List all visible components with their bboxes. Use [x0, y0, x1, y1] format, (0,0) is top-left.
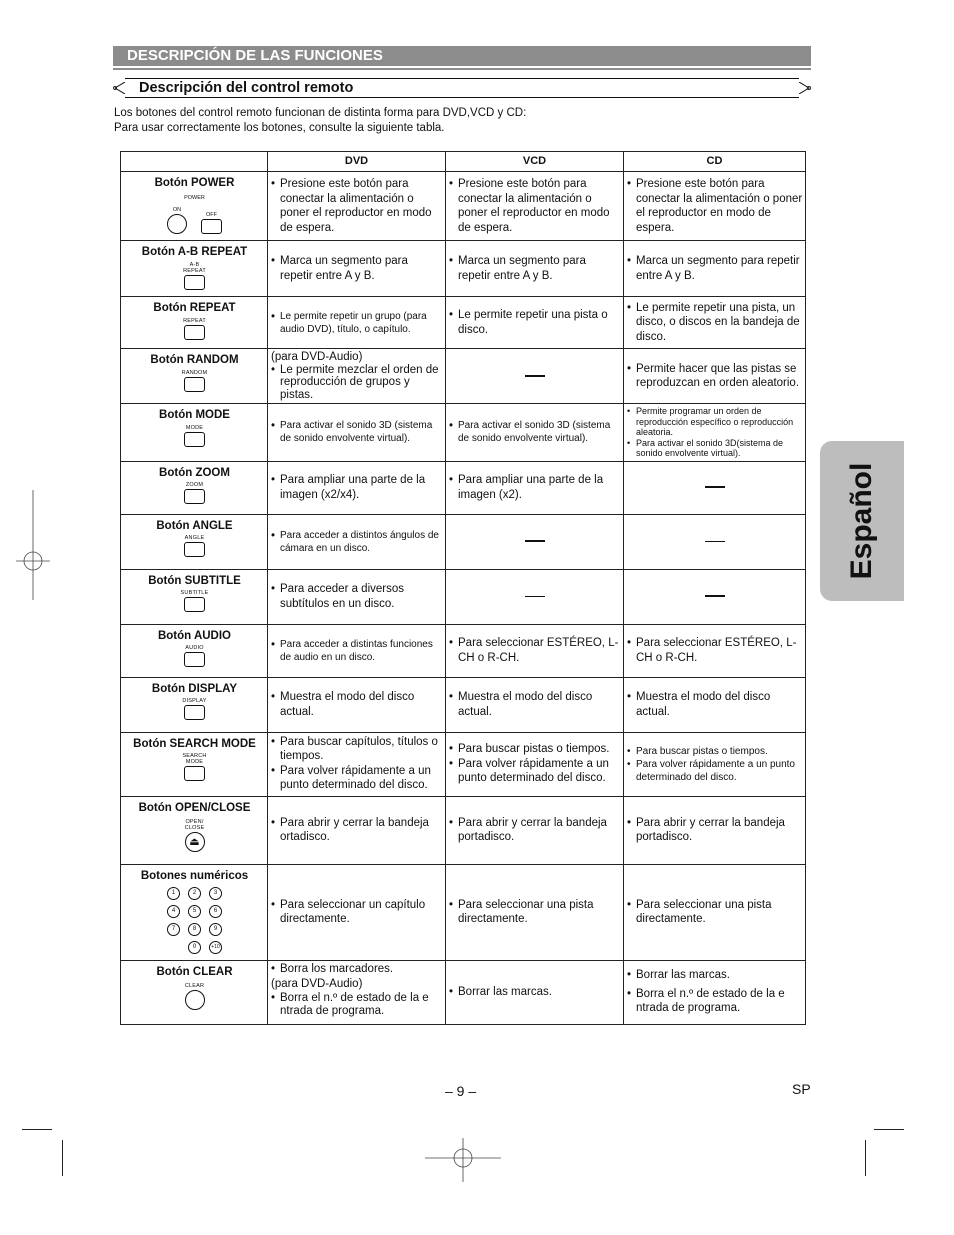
bullet-mark: •: [271, 310, 276, 323]
icon-caption: ZOOM: [185, 482, 204, 488]
icon-caption: SEARCH: [182, 753, 207, 759]
vcd-cell-empty: [446, 514, 624, 569]
header-cd: CD: [624, 152, 806, 172]
key-3-icon: 3: [209, 887, 222, 900]
bullet-mark: •: [627, 437, 631, 448]
bullet-mark: •: [449, 309, 454, 321]
intro-line: Para usar correctamente los botones, consulte la siguiente tabla.: [114, 122, 445, 134]
power-buttons: [167, 207, 222, 239]
dvd-cell: [268, 297, 446, 349]
language-code: SP: [792, 1081, 811, 1097]
section-title: DESCRIPCIÓN DE LAS FUNCIONES: [113, 46, 811, 66]
cd-cell: [624, 241, 806, 297]
vcd-text: Para seleccionar una pista directamente.: [458, 898, 594, 925]
header-cell: [121, 152, 268, 172]
button-name: Botón OPEN/CLOSE: [138, 801, 251, 814]
dvd-text: Para activar el sonido 3D (sistema de sonido envolvente virtual).: [280, 420, 433, 445]
crop-mark: [865, 1140, 866, 1176]
vcd-cell: [446, 864, 624, 960]
power-off-group: [201, 212, 222, 239]
clear-button-icon: [185, 990, 205, 1010]
button-name: Botón ANGLE: [156, 519, 233, 532]
bullet-mark: •: [449, 178, 454, 190]
vcd-text: Para ampliar una parte de la imagen (x2).: [458, 474, 604, 501]
dvd-cell: [268, 732, 446, 796]
cd-text: Para buscar pistas o tiempos.: [636, 745, 768, 757]
table-row: [121, 960, 806, 1024]
cd-text: Para seleccionar ESTÉREO, L-CH o R-CH.: [636, 637, 797, 664]
cd-cell: [624, 349, 806, 404]
button-name: Botón RANDOM: [150, 354, 239, 366]
vcd-cell: [446, 241, 624, 297]
button-cell: [121, 960, 268, 1024]
bullet-mark: •: [449, 816, 454, 829]
bullet-mark: •: [627, 987, 632, 1000]
vcd-cell: [446, 404, 624, 462]
cd-text: Para abrir y cerrar la bandeja portadisco.: [636, 816, 785, 843]
bullet-mark: •: [271, 363, 276, 376]
icon-caption: REPEAT: [183, 317, 206, 324]
subsection-header: [113, 78, 811, 98]
cd-text: Borra el n.º de estado de la e ntrada de programa.: [636, 987, 785, 1015]
table-row: [121, 461, 806, 514]
cd-cell-empty: [624, 514, 806, 569]
cd-cell: [624, 677, 806, 732]
display-button-icon: [184, 705, 205, 720]
icon-caption: ANGLE: [184, 535, 205, 541]
power-off-button-icon: [201, 219, 222, 234]
button-name: Botón A-B REPEAT: [141, 246, 248, 258]
arrow-end-left-icon: [113, 82, 125, 94]
dvd-cell: [268, 349, 446, 404]
cd-cell: [624, 864, 806, 960]
functions-table: [120, 151, 806, 1025]
dvd-note: (para DVD-Audio): [271, 978, 363, 990]
language-tab-label: Español: [845, 462, 878, 580]
vcd-text: Para buscar pistas o tiempos.: [458, 743, 610, 756]
dvd-text: Presione este botón para conectar la alimentación o poner el reproductor en modo de espera.: [280, 178, 432, 234]
bullet-mark: •: [449, 637, 454, 649]
dvd-text: Muestra el modo del disco actual.: [280, 691, 415, 718]
search-mode-button-icon: [184, 766, 205, 781]
bullet-mark: •: [449, 898, 454, 911]
dash-mark: [705, 595, 725, 597]
dvd-text: Para acceder a distintas funciones de audio en un disco.: [280, 638, 433, 663]
dvd-text: Para acceder a diversos subtítulos en un disco.: [280, 583, 405, 610]
button-cell: [121, 732, 268, 796]
eject-icon: ⏏: [185, 832, 205, 852]
icon-caption: SUBTITLE: [180, 590, 209, 596]
dvd-cell: [268, 796, 446, 864]
table-row: [121, 569, 806, 624]
button-cell: [121, 349, 268, 404]
header-dvd: DVD: [268, 152, 446, 172]
icon-caption: AUDIO: [185, 645, 204, 651]
dvd-text: Le permite mezclar el orden de reproducción de grupos y pistas.: [280, 363, 439, 401]
power-on-group: [167, 207, 187, 239]
vcd-text: Para activar el sonido 3D (sistema de sonido envolvente virtual).: [458, 420, 611, 445]
dvd-text: Marca un segmento para repetir entre A y B.: [280, 255, 408, 282]
dvd-cell: [268, 241, 446, 297]
cd-text: Marca un segmento para repetir entre A y B.: [636, 255, 800, 282]
bullet-mark: •: [271, 764, 276, 777]
dvd-text: Borra los marcadores.: [280, 962, 394, 975]
dvd-cell: [268, 864, 446, 960]
vcd-text: Le permite repetir una pista o disco.: [458, 309, 608, 336]
bullet-mark: •: [449, 985, 454, 998]
vcd-text: Presione este botón para conectar la alimentación o poner el reproductor en modo de espera.: [458, 178, 610, 234]
vcd-cell: [446, 461, 624, 514]
bullet-mark: •: [271, 583, 276, 595]
button-cell: [121, 514, 268, 569]
key-7-icon: 7: [167, 923, 180, 936]
vcd-text: Borrar las marcas.: [458, 985, 552, 998]
cd-text: Le permite repetir una pista, un disco, o discos en la bandeja de disco.: [636, 301, 800, 343]
button-cell: [121, 172, 268, 241]
intro-line: Los botones del control remoto funcionan de distinta forma para DVD,VCD y CD:: [114, 107, 527, 119]
button-cell: [121, 461, 268, 514]
bullet-mark: •: [627, 758, 631, 770]
bullet-mark: •: [449, 757, 454, 770]
vcd-text: Para seleccionar ESTÉREO, L-CH o R-CH.: [458, 637, 619, 664]
bullet-mark: •: [271, 898, 276, 911]
cd-cell: [624, 297, 806, 349]
icon-caption: MODE: [185, 424, 204, 431]
header-vcd: VCD: [446, 152, 624, 172]
cd-cell: [624, 172, 806, 241]
bullet-mark: •: [627, 255, 632, 267]
bullet-mark: •: [271, 816, 276, 829]
table-row: [121, 624, 806, 677]
zoom-button-icon: [184, 489, 205, 504]
bullet-mark: •: [271, 962, 276, 975]
dash-mark: [525, 596, 545, 597]
table-row: [121, 172, 806, 241]
subtitle-button-icon: [184, 597, 205, 612]
vcd-cell: [446, 677, 624, 732]
button-name: Botón SEARCH MODE: [133, 737, 256, 750]
dvd-text: Para seleccionar un capítulo directamente.: [280, 898, 426, 925]
bullet-mark: •: [627, 301, 632, 314]
bullet-mark: •: [627, 637, 632, 649]
subsection-title: Descripción del control remoto: [139, 80, 354, 96]
vcd-text: Muestra el modo del disco actual.: [458, 691, 593, 718]
audio-button-icon: [184, 652, 205, 667]
numeric-keypad: [124, 887, 265, 954]
ab-repeat-button-icon: [184, 275, 205, 290]
intro-text: [114, 106, 804, 136]
icon-caption: DISPLAY: [182, 698, 207, 704]
vcd-text: Para volver rápidamente a un punto determinado del disco.: [458, 757, 609, 785]
bullet-mark: •: [449, 255, 454, 267]
cd-text: Borrar las marcas.: [636, 969, 730, 982]
table-row: [121, 514, 806, 569]
dvd-cell: [268, 624, 446, 677]
bullet-mark: •: [271, 474, 276, 486]
dvd-cell: [268, 569, 446, 624]
bullet-mark: •: [271, 735, 276, 748]
table-row: [121, 796, 806, 864]
cd-cell-empty: [624, 569, 806, 624]
dvd-text: Para acceder a distintos ángulos de cámara en un disco.: [280, 529, 439, 554]
icon-caption: OPEN/: [185, 819, 204, 825]
crop-mark: [62, 1140, 63, 1176]
bullet-mark: •: [271, 691, 276, 703]
table-row: [121, 864, 806, 960]
cd-cell: [624, 960, 806, 1024]
arrow-end-right-icon: [799, 82, 811, 94]
table-row: [121, 241, 806, 297]
dvd-text: Para volver rápidamente a un punto determinado del disco.: [280, 764, 431, 791]
vcd-cell: [446, 796, 624, 864]
vcd-text: Para abrir y cerrar la bandeja portadisco.: [458, 816, 607, 843]
button-cell: [121, 569, 268, 624]
angle-button-icon: [184, 542, 205, 557]
registration-mark-bottom: [425, 1138, 501, 1182]
button-cell: [121, 241, 268, 297]
table-row: [121, 297, 806, 349]
cd-cell: [624, 732, 806, 796]
button-name: Botón MODE: [159, 409, 230, 421]
button-name: Botón ZOOM: [159, 466, 230, 479]
dvd-text: Borra el n.º de estado de la e ntrada de programa.: [280, 991, 429, 1017]
vcd-cell: [446, 172, 624, 241]
table-row: [121, 732, 806, 796]
table-row: [121, 349, 806, 404]
dvd-cell: [268, 172, 446, 241]
key-4-icon: 4: [167, 905, 180, 918]
button-name: Botón CLEAR: [156, 965, 233, 978]
table-header-row: [121, 152, 806, 172]
cd-text: Muestra el modo del disco actual.: [636, 691, 771, 718]
power-caption: POWER: [184, 194, 205, 201]
cd-cell-empty: [624, 461, 806, 514]
dvd-cell: [268, 514, 446, 569]
bullet-mark: •: [271, 420, 276, 433]
dvd-cell: [268, 960, 446, 1024]
vcd-cell: [446, 624, 624, 677]
crop-mark: [874, 1129, 904, 1130]
dvd-cell: [268, 461, 446, 514]
page-number: – 9 –: [445, 1083, 477, 1099]
cd-cell: [624, 796, 806, 864]
off-label: OFF: [206, 211, 217, 218]
dvd-text: Para ampliar una parte de la imagen (x2/x4).: [280, 474, 426, 501]
repeat-button-icon: [184, 325, 205, 340]
dash-mark: [525, 540, 545, 542]
dash-mark: [705, 486, 725, 488]
bullet-mark: •: [271, 255, 276, 267]
bullet-mark: •: [627, 969, 632, 982]
registration-mark-left: [16, 490, 50, 600]
bullet-mark: •: [449, 474, 454, 486]
cd-cell: [624, 404, 806, 462]
button-name: Botón POWER: [154, 177, 235, 189]
vcd-cell: [446, 732, 624, 796]
dash-mark: [525, 375, 545, 377]
bullet-mark: •: [627, 745, 631, 757]
table-row: [121, 404, 806, 462]
dvd-cell: [268, 404, 446, 462]
vcd-text: Marca un segmento para repetir entre A y B.: [458, 255, 586, 282]
cd-text: Para seleccionar una pista directamente.: [636, 898, 772, 925]
bullet-mark: •: [627, 898, 632, 911]
bullet-mark: •: [627, 406, 631, 416]
dvd-note: (para DVD-Audio): [271, 351, 363, 363]
rule: [125, 97, 799, 98]
cd-text: Presione este botón para conectar la alimentación o poner el reproductor en modo de espera.: [636, 178, 803, 234]
key-9-icon: 9: [209, 923, 222, 936]
table-row: [121, 677, 806, 732]
button-name: Botón REPEAT: [153, 302, 236, 314]
key-plus10-icon: +10: [209, 941, 222, 954]
dvd-text: Para buscar capítulos, títulos o tiempos.: [280, 735, 438, 762]
button-name: Botón DISPLAY: [151, 682, 238, 695]
button-name: Botón SUBTITLE: [148, 574, 241, 587]
cd-text: Permite programar un orden de reproducción específico o reproducción aleatoria.: [636, 406, 794, 437]
dvd-text: Le permite repetir un grupo (para audio DVD), título, o capítulo.: [280, 310, 427, 335]
button-cell: [121, 796, 268, 864]
crop-mark: [22, 1129, 52, 1130]
key-2-icon: 2: [188, 887, 201, 900]
dvd-cell: [268, 677, 446, 732]
dash-mark: [705, 541, 725, 542]
bullet-mark: •: [449, 420, 454, 433]
icon-caption: CLOSE: [184, 825, 205, 831]
button-name: Botón AUDIO: [157, 629, 232, 642]
icon-caption: MODE: [185, 759, 204, 765]
cd-text: Para volver rápidamente a un punto determinado del disco.: [636, 758, 795, 783]
key-1-icon: 1: [167, 887, 180, 900]
key-5-icon: 5: [188, 905, 201, 918]
bullet-mark: •: [627, 178, 632, 190]
key-6-icon: 6: [209, 905, 222, 918]
mode-button-icon: [184, 432, 205, 447]
on-label: ON: [172, 206, 182, 213]
key-8-icon: 8: [188, 923, 201, 936]
bullet-mark: •: [271, 638, 276, 651]
button-name: Botones numéricos: [140, 869, 249, 882]
keypad-spacer: [165, 941, 183, 954]
vcd-cell-empty: [446, 569, 624, 624]
cd-cell: [624, 624, 806, 677]
button-cell: [121, 864, 268, 960]
power-on-button-icon: [167, 214, 187, 234]
icon-caption: RANDOM: [181, 369, 208, 376]
bullet-mark: •: [271, 991, 276, 1004]
bullet-mark: •: [449, 743, 454, 756]
bullet-mark: •: [627, 816, 632, 829]
button-cell: [121, 677, 268, 732]
bullet-mark: •: [627, 362, 632, 375]
dvd-text: Para abrir y cerrar la bandeja ortadisco.: [280, 816, 429, 843]
cd-text: Permite hacer que las pistas se reproduzcan en orden aleatorio.: [636, 362, 800, 389]
cd-text: Para activar el sonido 3D(sistema de sonido envolvente virtual).: [636, 437, 784, 458]
bullet-mark: •: [449, 691, 454, 703]
key-0-icon: 0: [188, 941, 201, 954]
icon-caption: CLEAR: [184, 983, 205, 989]
bullet-mark: •: [271, 529, 276, 542]
vcd-cell: [446, 297, 624, 349]
vcd-cell: [446, 960, 624, 1024]
button-cell: [121, 624, 268, 677]
button-cell: [121, 297, 268, 349]
bullet-mark: •: [627, 691, 632, 703]
random-button-icon: [184, 377, 205, 392]
bullet-mark: •: [271, 178, 276, 190]
vcd-cell-empty: [446, 349, 624, 404]
button-cell: [121, 404, 268, 462]
icon-caption: A-B REPEAT: [183, 261, 206, 274]
